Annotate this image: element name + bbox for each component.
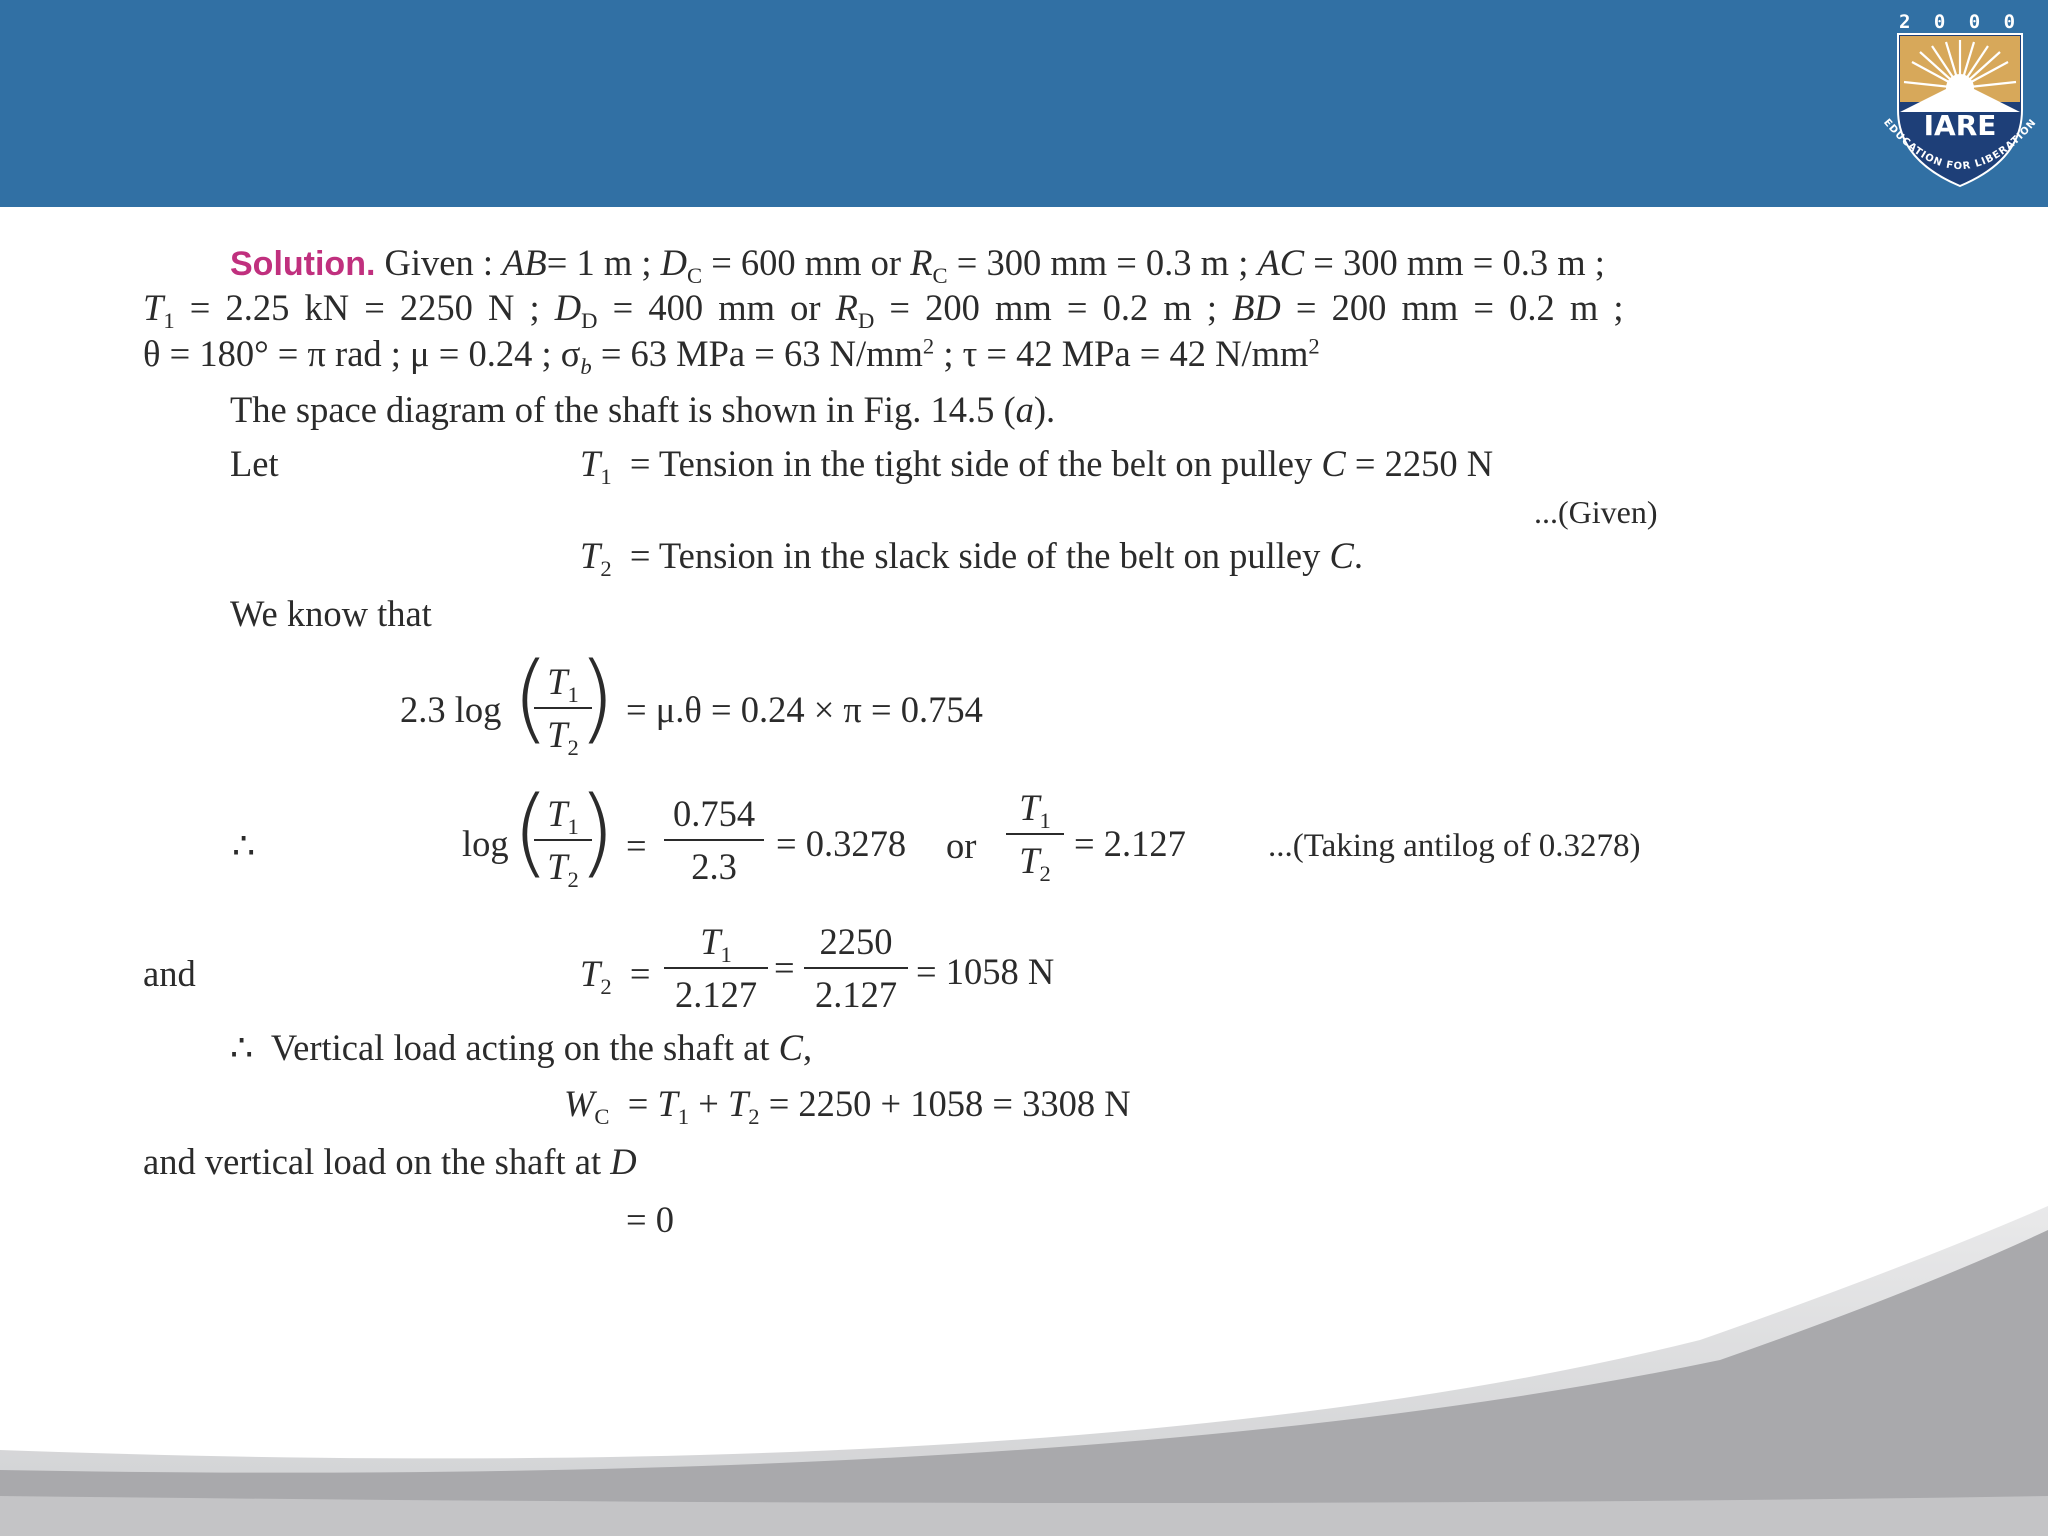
wc-equation: $W_C = T_1 + T_2 = 2250 + 1058 = 3308$ N: [564, 1083, 1131, 1129]
given-line-2: $T_1 = 2.25$ kN = 2250 N ; $D_D = 400$ mm or $R_D = 200$ mm = 0.2 m ; BD = 200 mm = 0.2 m ;: [143, 287, 1624, 333]
vertical-load-d: and vertical load on the shaft at D: [143, 1141, 637, 1182]
logo-motto: EDUCATION FOR LIBERATION: [1881, 117, 2039, 173]
given-note: ...(Given): [1534, 494, 1658, 530]
t1-definition: $T_1$ = Tension in the tight side of the belt on pulley C = 2250 N: [580, 443, 1494, 489]
solution-content: Solution. Given : AB= 1 m ; $D_C = 600$ mm or $R_C = 300$ mm = 0.3 m ; AC = 300 mm = 0.3 m ; $T_1 = 2.25$ kN = 2250 N ; $D_D = 400$ mm or $R_D = 200$ mm = 0.2 m ; BD = 200 mm = 0.2 m ; θ = 180° = π rad ; μ = 0.24 ; $\sigma_b = 63$ MPa = 63 $N/mm^2$ ; τ = 42 MPa = 42 $N/mm^2$ The space diagram of the shaft is shown in Fig. 14.5 (a). Let $T_1$ = Tension in the tight side of the belt on pulley C = 2250 N ...(Given) $T_2$ = Tension in the slack side of the belt on pulley C. We know that 2.3 log ( $\frac{T_1}{T_2}$ ) = μ.θ = 0.24 × π = 0.754 ∴ log ( $\frac{T_1}{T_2}$ ) = $\frac{0.754}{2.3}$ = 0.3278 or $\frac{T_1}{T_2}$ = 2.127 ...(Taking antilog of 0.3278) and $T_2$ = $\frac{T_1}{2.127}$ = $\frac{2250}{2.127}$ = 1058 N ∴ Vertical load acting on the shaft at C, $W_C = T_1 + T_2 = 2250 + 1058 = 3308$ N and vertical load on the shaft at D = 0: [143, 242, 1658, 1240]
vertical-load-c: ∴ Vertical load acting on the shaft at C,: [230, 1027, 813, 1068]
let-label: Let: [230, 443, 279, 484]
solution-label: Solution.: [230, 245, 376, 283]
footer-swoosh: [0, 1190, 2048, 1536]
logo-year: 2 0 0 0: [1898, 11, 2022, 33]
given-line-3: θ = 180° = π rad ; μ = 0.24 ; $\sigma_b = 63$ MPa = 63 $N/mm^2$ ; τ = 42 MPa = 42 $N/mm^2$: [143, 333, 1320, 379]
zero-result: = 0: [626, 1199, 674, 1240]
t2-definition: $T_2$ = Tension in the slack side of the belt on pulley C.: [580, 535, 1363, 581]
we-know-that: We know that: [230, 593, 432, 634]
space-diagram-sentence: The space diagram of the shaft is shown in Fig. 14.5 (a).: [230, 389, 1056, 430]
given-line-1: Solution. Given : AB= 1 m ; $D_C = 600$ mm or $R_C = 300$ mm = 0.3 m ; AC = 300 mm = 0.3 m ;: [230, 242, 1605, 288]
logo-name: IARE: [1923, 109, 1997, 142]
